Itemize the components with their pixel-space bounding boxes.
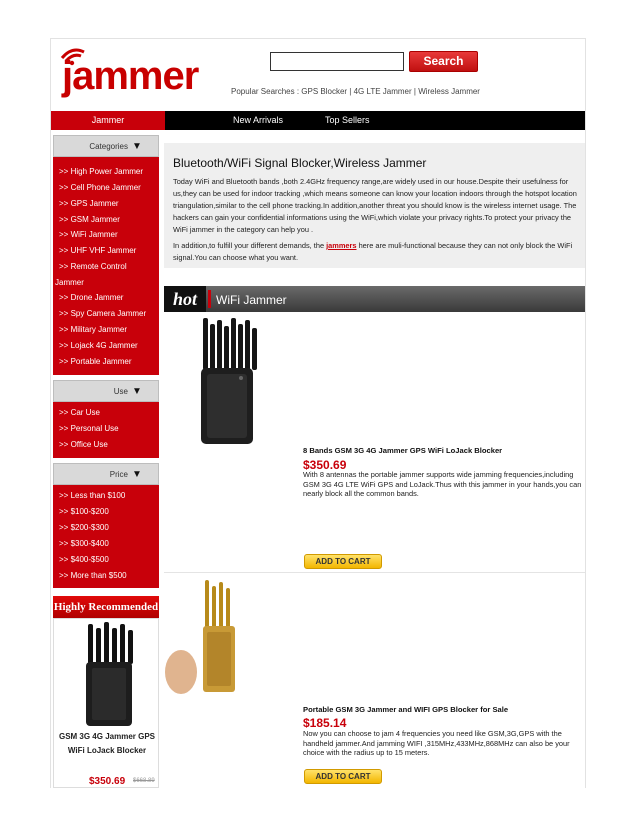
category-item[interactable]: >> Lojack 4G Jammer bbox=[59, 341, 138, 350]
categories-title: Categories bbox=[89, 142, 128, 151]
product-description: Now you can choose to jam 4 frequencies you need like GSM,3G,GPS with the handheld jammer.And jamming WIFI ,315MHz,433MHz,868MHz can also be your choice with the radius up to 15 meters. bbox=[303, 729, 570, 757]
use-panel bbox=[53, 402, 159, 458]
category-item[interactable]: >> UHF VHF Jammer bbox=[59, 246, 137, 255]
add-to-cart-button[interactable]: ADD TO CART bbox=[304, 769, 382, 784]
product-divider bbox=[164, 572, 585, 573]
price-item[interactable]: >> $300-$400 bbox=[59, 539, 109, 548]
hot-badge: hot bbox=[164, 286, 206, 312]
page-frame-top bbox=[50, 38, 586, 39]
category-item[interactable]: >> GPS Jammer bbox=[59, 199, 119, 208]
category-item[interactable]: >> WiFi Jammer bbox=[59, 230, 118, 239]
nav-new-arrivals[interactable]: New Arrivals bbox=[233, 115, 284, 125]
product-price: $185.14 bbox=[303, 716, 347, 730]
price-item[interactable]: >> $200-$300 bbox=[59, 523, 109, 532]
category-item[interactable]: >> Spy Camera Jammer bbox=[59, 309, 147, 318]
nav-home[interactable]: Jammer bbox=[51, 111, 165, 130]
category-item[interactable]: >> High Power Jammer bbox=[59, 167, 144, 176]
price-item[interactable]: >> Less than $100 bbox=[59, 491, 126, 500]
intro-text: In addition,to fulfill your different demands, the bbox=[173, 241, 327, 250]
price-header[interactable] bbox=[53, 463, 159, 485]
page-frame-left bbox=[50, 38, 51, 788]
recommended-price: $350.69 bbox=[89, 776, 126, 787]
category-bar bbox=[164, 286, 585, 312]
logo-text: jammer bbox=[62, 54, 199, 98]
price-title: Price bbox=[109, 470, 128, 479]
category-accent bbox=[208, 290, 211, 308]
category-item[interactable]: >> GSM Jammer bbox=[59, 215, 120, 224]
add-to-cart-button[interactable]: ADD TO CART bbox=[304, 554, 382, 569]
price-item[interactable]: >> $100-$200 bbox=[59, 507, 109, 516]
category-item[interactable]: >> Drone Jammer bbox=[59, 293, 124, 302]
use-item[interactable]: >> Personal Use bbox=[59, 424, 119, 433]
recommended-old-price: $668.89 bbox=[133, 778, 155, 784]
product-name[interactable]: 8 Bands GSM 3G 4G Jammer GPS WiFi LoJack Blocker bbox=[303, 446, 503, 455]
search-input[interactable] bbox=[270, 52, 404, 71]
search-button[interactable]: Search bbox=[409, 51, 478, 72]
price-panel bbox=[53, 485, 159, 588]
triangle-down-icon: ▼ bbox=[132, 386, 142, 397]
main-nav bbox=[51, 111, 585, 130]
page-title: Bluetooth/WiFi Signal Blocker,Wireless Jammer bbox=[173, 156, 427, 170]
use-header[interactable] bbox=[53, 380, 159, 402]
category-item[interactable]: >> Military Jammer bbox=[59, 325, 128, 334]
product-name[interactable]: Portable GSM 3G Jammer and WIFI GPS Blocker for Sale bbox=[303, 705, 509, 714]
use-item[interactable]: >> Office Use bbox=[59, 440, 108, 449]
intro-text: here are muli-functional because they can not only block the WiFi signal.You can choose what you want. bbox=[173, 241, 573, 262]
price-item[interactable]: >> $400-$500 bbox=[59, 555, 109, 564]
nav-top-sellers[interactable]: Top Sellers bbox=[325, 115, 370, 125]
product-description: With 8 antennas the portable jammer supports wide jamming frequencies,including GSM 3G 4G LTE WiFi GPS and LoJack.Thus with this jammer in your hands,you can nearly block all the common bands. bbox=[303, 470, 582, 498]
intro-paragraph: Today WiFi and Bluetooth bands ,both 2.4GHz frequency range,are widely used in our house.Despite their usefulness for us,they can be used for indoor tracking ,which means someone can know your location indoors through the hotspot location triangulation,similar to the cell phone tracking.In addition,another threat you should know is the wireless internet usage. The hackers can gain your confidential informations using the WiFi,which violate your privacy rights.To protect your privacy the WiFi jammer in the category can help you . bbox=[173, 177, 577, 234]
price-item[interactable]: >> More than $500 bbox=[59, 571, 127, 580]
category-item[interactable]: >> Cell Phone Jammer bbox=[59, 183, 141, 192]
recommended-product-image[interactable] bbox=[82, 622, 136, 728]
category-item[interactable]: Jammer bbox=[55, 278, 84, 287]
triangle-down-icon: ▼ bbox=[132, 469, 142, 480]
product-image[interactable] bbox=[165, 580, 257, 696]
category-item[interactable]: >> Portable Jammer bbox=[59, 357, 132, 366]
site-logo[interactable] bbox=[58, 44, 199, 100]
product-image[interactable] bbox=[197, 318, 259, 446]
jammers-link[interactable]: jammers bbox=[326, 241, 357, 250]
highly-recommended-banner: Highly Recommended bbox=[53, 596, 159, 618]
category-item[interactable]: >> Remote Control bbox=[59, 262, 127, 271]
use-title: Use bbox=[113, 387, 128, 396]
intro-paragraph-2 bbox=[173, 240, 578, 264]
categories-header[interactable] bbox=[53, 135, 159, 157]
use-item[interactable]: >> Car Use bbox=[59, 408, 100, 417]
triangle-down-icon: ▼ bbox=[132, 141, 142, 152]
categories-panel bbox=[53, 157, 159, 375]
product-price: $350.69 bbox=[303, 458, 347, 472]
category-title: WiFi Jammer bbox=[216, 293, 287, 307]
popular-searches: Popular Searches : GPS Blocker | 4G LTE Jammer | Wireless Jammer bbox=[231, 87, 480, 96]
recommended-product-name[interactable]: GSM 3G 4G Jammer GPS WiFi LoJack Blocker bbox=[58, 732, 156, 755]
page-frame-right bbox=[585, 38, 586, 788]
